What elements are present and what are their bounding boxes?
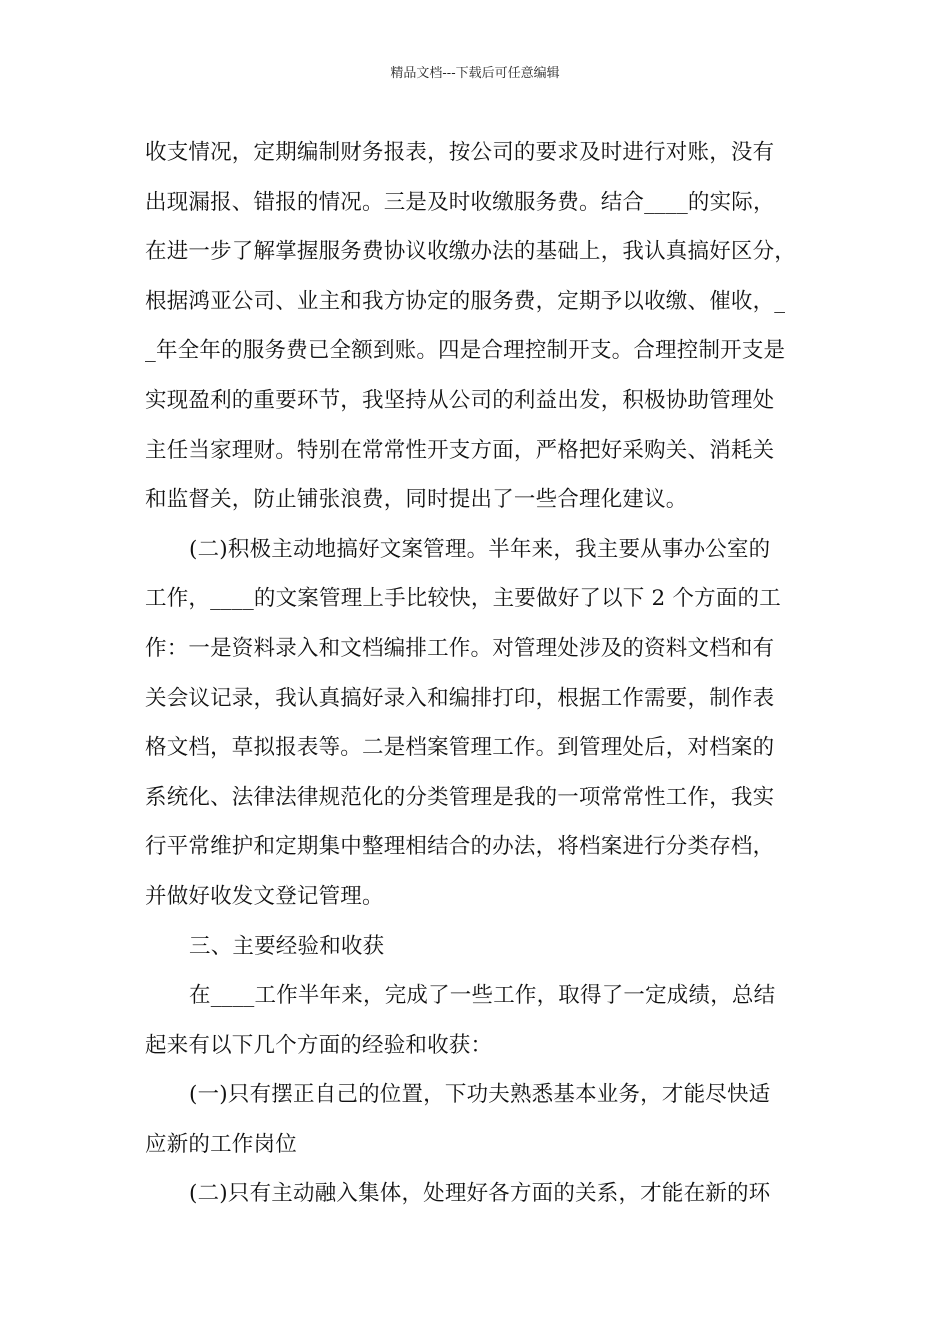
paragraph-start-line: (二)只有主动融入集体，处理好各方面的关系，才能在新的环 [189,1181,771,1207]
paragraph-start-line: 在____工作半年来，完成了一些工作，取得了一定成绩，总结 [189,983,776,1009]
text-line: 系统化、法律法律规范化的分类管理是我的一项常常性工作，我实 [145,784,775,810]
text-line: 主任当家理财。特别在常常性开支方面，严格把好采购关、消耗关 [145,437,775,463]
text-line: 在进一步了解掌握服务费协议收缴办法的基础上，我认真搞好区分， [145,239,797,265]
text-line: 根据鸿亚公司、业主和我方协定的服务费，定期予以收缴、催收，_ [145,288,786,314]
text-line: 工作，____的文案管理上手比较快，主要做好了以下 2 个方面的工 [145,586,781,612]
paragraph-start-line: (二)积极主动地搞好文案管理。半年来，我主要从事办公室的 [189,536,771,562]
text-line: 和监督关，防止铺张浪费，同时提出了一些合理化建议。 [145,487,688,513]
text-line: 关会议记录，我认真搞好录入和编排打印，根据工作需要，制作表 [145,685,775,711]
text-line: 作：一是资料录入和文档编排工作。对管理处涉及的资料文档和有 [145,635,775,661]
text-line: _年全年的服务费已全额到账。四是合理控制开支。合理控制开支是 [145,338,786,364]
text-line: 应新的工作岗位 [145,1131,297,1157]
text-line: 出现漏报、错报的情况。三是及时收缴服务费。结合____的实际， [145,189,775,215]
page-header: 精品文档---下载后可任意编辑 [390,66,560,81]
text-line: 实现盈利的重要环节，我坚持从公司的利益出发，积极协助管理处 [145,387,775,413]
text-line: 并做好收发文登记管理。 [145,883,384,909]
section-heading: 三、主要经验和收获 [189,933,385,959]
text-line: 起来有以下几个方面的经验和收获： [145,1032,493,1058]
text-line: 格文档，草拟报表等。二是档案管理工作。到管理处后，对档案的 [145,735,775,761]
paragraph-start-line: (一)只有摆正自己的位置，下功夫熟悉基本业务，才能尽快适 [189,1082,771,1108]
document-body [145,128,825,1219]
text-line: 行平常维护和定期集中整理相结合的办法，将档案进行分类存档， [145,834,775,860]
text-line: 收支情况，定期编制财务报表，按公司的要求及时进行对账，没有 [145,140,775,165]
